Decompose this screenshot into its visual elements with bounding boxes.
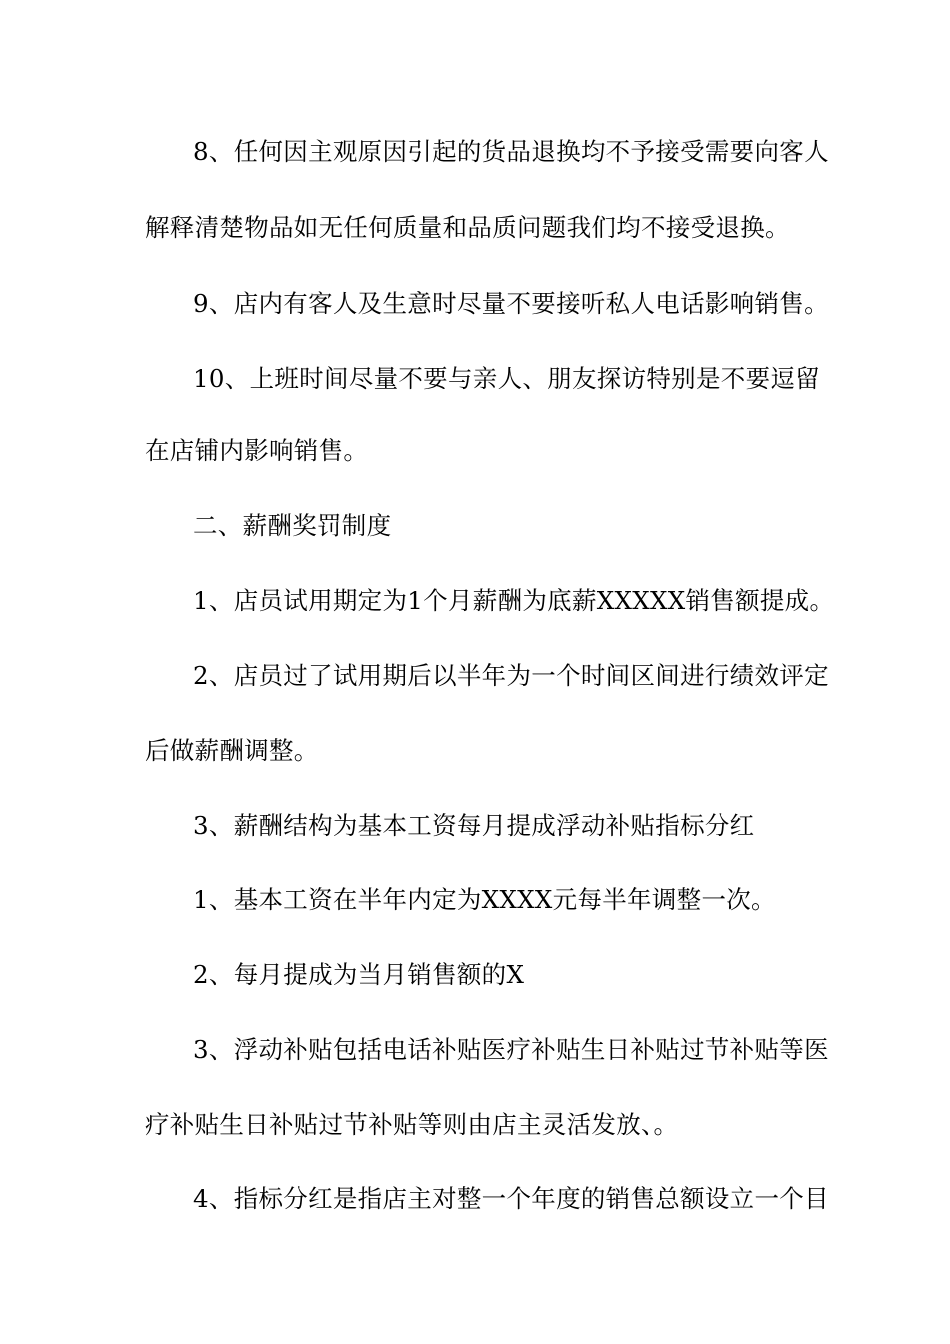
paragraph-line: 疗补贴生日补贴过节补贴等则由店主灵活发放、。 [145,1110,679,1139]
paragraph-line: 后做薪酬调整。 [145,736,319,765]
paragraph-line: 9、店内有客人及生意时尽量不要接听私人电话影响销售。 [193,289,829,318]
paragraph-line: 3、薪酬结构为基本工资每月提成浮动补贴指标分红 [193,811,755,840]
paragraph-line: 1、基本工资在半年内定为XXXX元每半年调整一次。 [193,885,776,914]
paragraph-line: 3、浮动补贴包括电话补贴医疗补贴生日补贴过节补贴等医 [193,1035,829,1064]
paragraph-line: 2、每月提成为当月销售额的X [193,960,525,989]
paragraph-line: 1、店员试用期定为1个月薪酬为底薪XXXXX销售额提成。 [193,586,835,615]
paragraph-line: 2、店员过了试用期后以半年为一个时间区间进行绩效评定 [193,661,829,690]
paragraph-line: 8、任何因主观原因引起的货品退换均不予接受需要向客人 [193,137,829,166]
paragraph-line: 解释清楚物品如无任何质量和品质问题我们均不接受退换。 [145,213,790,242]
paragraph-line: 4、指标分红是指店主对整一个年度的销售总额设立一个目 [193,1184,829,1213]
section-heading: 二、薪酬奖罚制度 [193,511,392,540]
paragraph-line: 在店铺内影响销售。 [145,436,369,465]
paragraph-line: 10、上班时间尽量不要与亲人、朋友探访特别是不要逗留 [193,364,820,393]
